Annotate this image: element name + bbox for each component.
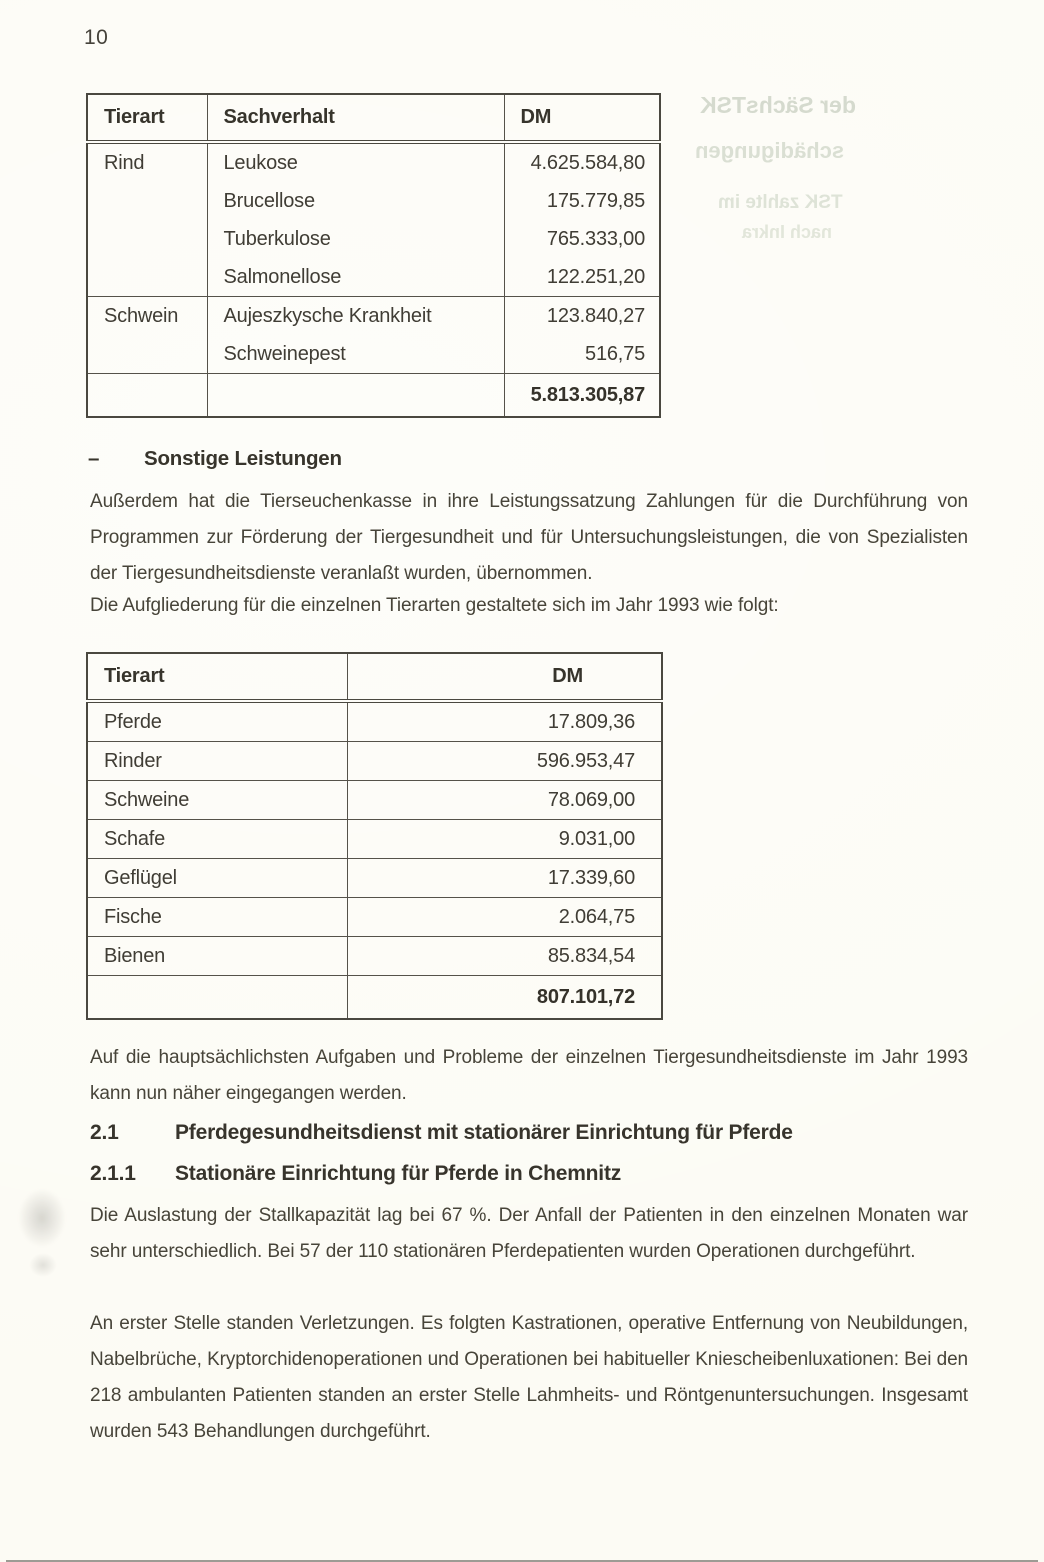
cell-sachverhalt: Leukose	[207, 142, 504, 182]
paragraph-aufgliederung: Die Aufgliederung für die einzelnen Tierarten gestaltete sich im Jahr 1993 wie folgt:	[90, 595, 779, 616]
table-row	[87, 859, 662, 898]
table-row	[87, 742, 662, 781]
table-row	[87, 701, 662, 742]
table-row	[87, 937, 662, 976]
cell-dm: 123.840,27	[504, 297, 660, 336]
cell-dm: 85.834,54	[347, 937, 662, 976]
cell-dm: 516,75	[504, 335, 660, 374]
bleed-through-line: nach Inkra	[742, 222, 833, 242]
cell-dm: 765.333,00	[504, 220, 660, 258]
cell-sachverhalt: Schweinepest	[207, 335, 504, 374]
heading-text: Stationäre Einrichtung für Pferde in Chemnitz	[175, 1162, 622, 1185]
cell-tierart: Rinder	[104, 749, 162, 772]
cell-total-dm: 5.813.305,87	[504, 374, 660, 418]
table-total-row	[87, 976, 662, 1020]
cell-sachverhalt: Brucellose	[207, 182, 504, 220]
table-row	[87, 297, 660, 336]
list-dash: –	[88, 447, 100, 470]
heading-number: 2.1.1	[90, 1162, 136, 1185]
cell-tierart: Bienen	[104, 944, 166, 967]
bleed-through-line: schädigungen	[695, 138, 845, 163]
table-total-row	[87, 374, 660, 418]
cell-tierart: Pferde	[104, 710, 162, 733]
column-header-tierart: Tierart	[104, 665, 165, 687]
cell-empty	[87, 976, 347, 1020]
paragraph-auslastung: Die Auslastung der Stallkapazität lag bei 67 %. Der Anfall der Patienten in den einzelnen Monaten war sehr unterschiedlich. Bei 57 der 110 stationären Pferdepatienten wurden Operationen durchgeführt.	[90, 1205, 968, 1262]
heading-2-1	[90, 1121, 990, 1145]
heading-number: 2.1	[90, 1121, 119, 1144]
cell-dm: 175.779,85	[504, 182, 660, 220]
cell-dm: 4.625.584,80	[504, 142, 660, 182]
cell-sachverhalt: Tuberkulose	[207, 220, 504, 258]
table-row	[87, 142, 660, 182]
cell-tierart: Rind	[104, 152, 145, 174]
cell-dm: 2.064,75	[347, 898, 662, 937]
cell-total-dm: 807.101,72	[347, 976, 662, 1020]
column-header-dm: DM	[504, 94, 660, 142]
paragraph-behandlungen: An erster Stelle standen Verletzungen. Es folgten Kastrationen, operative Entfernung von Neubildungen, Nabelbrüche, Kryptorchidenoperationen und Operationen bei habitueller Kniescheibenluxationen: Bei den 218 ambulanten Patienten standen an erster Stelle Lahmheits- und Röntgenuntersuchungen. Insgesamt wurden 543 Behandlungen durchgeführt.	[90, 1313, 968, 1442]
column-header-sachverhalt: Sachverhalt	[207, 94, 504, 142]
cell-tierart: Fische	[104, 905, 162, 928]
cell-dm: 596.953,47	[347, 742, 662, 781]
disease-payments-table	[86, 93, 661, 418]
scan-smudge	[16, 1186, 68, 1250]
cell-tierart: Schweine	[104, 788, 190, 811]
page-number: 10	[84, 26, 109, 49]
section-heading-sonstige-leistungen	[88, 447, 342, 471]
heading-text: Pferdegesundheitsdienst mit stationärer Einrichtung für Pferde	[175, 1121, 793, 1144]
cell-tierart: Schwein	[104, 305, 179, 327]
table-row	[87, 781, 662, 820]
cell-tierart: Schafe	[104, 827, 166, 850]
species-amounts-table	[86, 652, 663, 1020]
column-header-dm: DM	[347, 653, 662, 701]
table-header-row	[87, 94, 660, 142]
paragraph-aufgaben: Auf die hauptsächlichsten Aufgaben und Probleme der einzelnen Tiergesundheitsdienste im Jahr 1993 kann nun näher eingegangen werden.	[90, 1047, 968, 1104]
heading-2-1-1	[90, 1162, 990, 1186]
cell-empty	[87, 374, 207, 418]
cell-dm: 9.031,00	[347, 820, 662, 859]
cell-sachverhalt: Aujeszkysche Krankheit	[207, 297, 504, 336]
bleed-through-line: TSK zahlte im	[718, 192, 843, 213]
cell-dm: 17.339,60	[347, 859, 662, 898]
paragraph-leistungssatzung: Außerdem hat die Tierseuchenkasse in ihre Leistungssatzung Zahlungen für die Durchführung von Programmen zur Förderung der Tiergesundheit und für Untersuchungsleistungen, die von Spezialisten der Tiergesundheitsdienste veranlaßt wurden, übernommen.	[90, 491, 968, 584]
column-header-tierart: Tierart	[104, 106, 165, 128]
table-row	[87, 820, 662, 859]
table-row	[87, 898, 662, 937]
cell-dm: 78.069,00	[347, 781, 662, 820]
cell-sachverhalt: Salmonellose	[207, 258, 504, 297]
bleed-through-line: der SächsTSK	[700, 92, 856, 118]
section-title: Sonstige Leistungen	[144, 447, 342, 470]
cell-dm: 17.809,36	[347, 701, 662, 742]
cell-tierart: Geflügel	[104, 866, 177, 889]
table-header-row	[87, 653, 662, 701]
scan-smudge	[28, 1252, 58, 1278]
cell-dm: 122.251,20	[504, 258, 660, 297]
cell-empty	[207, 374, 504, 418]
